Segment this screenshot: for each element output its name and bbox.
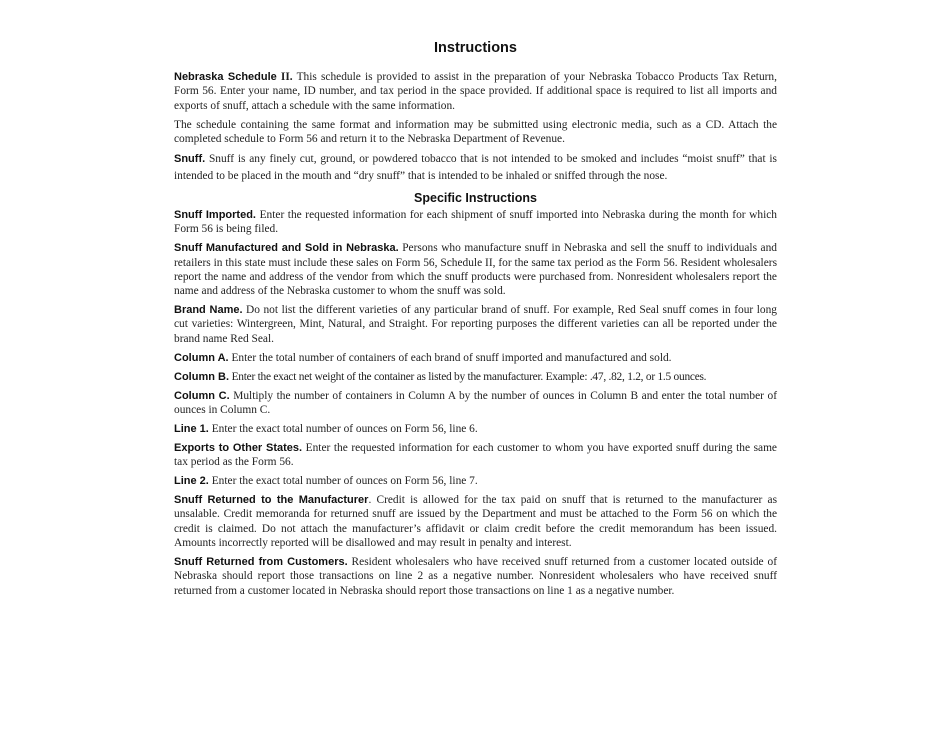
snuff-heading: Snuff. (174, 152, 206, 165)
section-paragraph (174, 389, 777, 418)
section-paragraph (174, 370, 777, 384)
section-paragraph (174, 241, 777, 298)
section-paragraph (174, 208, 777, 237)
schedule-heading: Nebraska Schedule (174, 71, 277, 83)
section-text: Enter the total number of containers of each brand of snuff imported and manufactured and sold. (228, 351, 672, 364)
schedule-roman: II. (280, 71, 293, 83)
page-title: Instructions (434, 40, 517, 56)
section-paragraph (174, 474, 777, 488)
section-text: Enter the requested information for each customer to whom you have exported snuff during the same tax period as the Form 56. (174, 441, 777, 469)
section-heading: Line 2. (174, 475, 209, 488)
snuff-paragraph (174, 151, 777, 185)
section-paragraph (174, 441, 777, 470)
section-heading: Snuff Imported. (174, 208, 256, 221)
section-text: Enter the exact net weight of the container as listed by the manufacturer. Example: .47, .82, 1.2, or 1.5 ounces. (229, 370, 707, 383)
section-paragraph (174, 351, 777, 365)
section-heading: Line 1. (174, 422, 209, 435)
section-heading: Exports to Other States. (174, 441, 303, 454)
section-paragraph (174, 493, 777, 550)
section-heading: Column B. (174, 370, 229, 383)
specific-instructions-title: Specific Instructions (414, 190, 537, 205)
instructions-page (174, 38, 777, 603)
section-text: Multiply the number of containers in Column A by the number of ounces in Column B and enter the total number of ounces in Column C. (174, 389, 777, 416)
section-text: Do not list the different varieties of any particular brand of snuff. For example, Red Seal snuff comes in four long cut varieties: Wintergreen, Mint, Natural, and Straight. For reporting purposes the different varieties can all be reported under the brand name Red Seal. (174, 304, 777, 345)
section-heading: Column C. (174, 389, 230, 402)
media-paragraph: The schedule containing the same format and information may be submitted using electronic media, such as a CD. Attach the completed schedule to Form 56 and return it to the Nebraska Department of Revenue. (174, 118, 777, 145)
section-heading: Snuff Returned from Customers. (174, 556, 348, 569)
section-text: Enter the requested information for each shipment of snuff imported into Nebraska during the month for which Form 56 is being filed. (174, 208, 777, 236)
section-heading: Snuff Manufactured and Sold in Nebraska. (174, 242, 399, 255)
section-heading: Snuff Returned to the Manufacturer (174, 494, 369, 507)
section-text: . Credit is allowed for the tax paid on snuff that is returned to the manufacturer as unsalable. Credit memoranda for returned snuff are issued by the Department and must be attached to the Form 56 on which the credit is claimed. Do not attach the manufacturer’s affidavit or claim credit before the credit memorandum has been issued. Amounts incorrectly reported will be disallowed and may result in penalty and interest. (174, 494, 777, 550)
section-text: Enter the exact total number of ounces on Form 56, line 6. (208, 422, 478, 435)
section-paragraph (174, 555, 777, 598)
section-heading: Brand Name. (174, 304, 243, 317)
section-text: Persons who manufacture snuff in Nebraska and sell the snuff to individuals and retailers in this state must include these sales on Form 56, Schedule II, for the same tax period as the Form 56. Resident wholesalers report the name and address of the vendor from which the snuff products were purchased from. Nonresident wholesalers report the name and address of the Nebraska customer to whom the snuff was sold. (174, 242, 777, 298)
section-text: Resident wholesalers who have received snuff returned from a customer located outside of Nebraska should report those transactions on line 2 as a negative number. Nonresident wholesalers who have received snuff returned from a customer located in Nebraska should report those transactions on line 1 as a negative number. (174, 556, 777, 597)
section-paragraph (174, 303, 777, 346)
schedule-text: This schedule is provided to assist in the preparation of your Nebraska Tobacco Products Tax Return, Form 56. Enter your name, ID number, and tax period in the space provided. If additional space is required to list all imports and exports of snuff, attach a schedule with the same information. (174, 71, 777, 112)
snuff-text: Snuff is any finely cut, ground, or powdered tobacco that is not intended to be smoked and includes “moist snuff” that is intended to be placed in the mouth and “dry snuff” that is intended to be inhaled or sniffed through the nose. (174, 152, 777, 183)
schedule-paragraph (174, 70, 777, 113)
section-heading: Column A. (174, 351, 229, 364)
section-paragraph (174, 422, 777, 436)
section-text: Enter the exact total number of ounces on Form 56, line 7. (208, 475, 478, 488)
